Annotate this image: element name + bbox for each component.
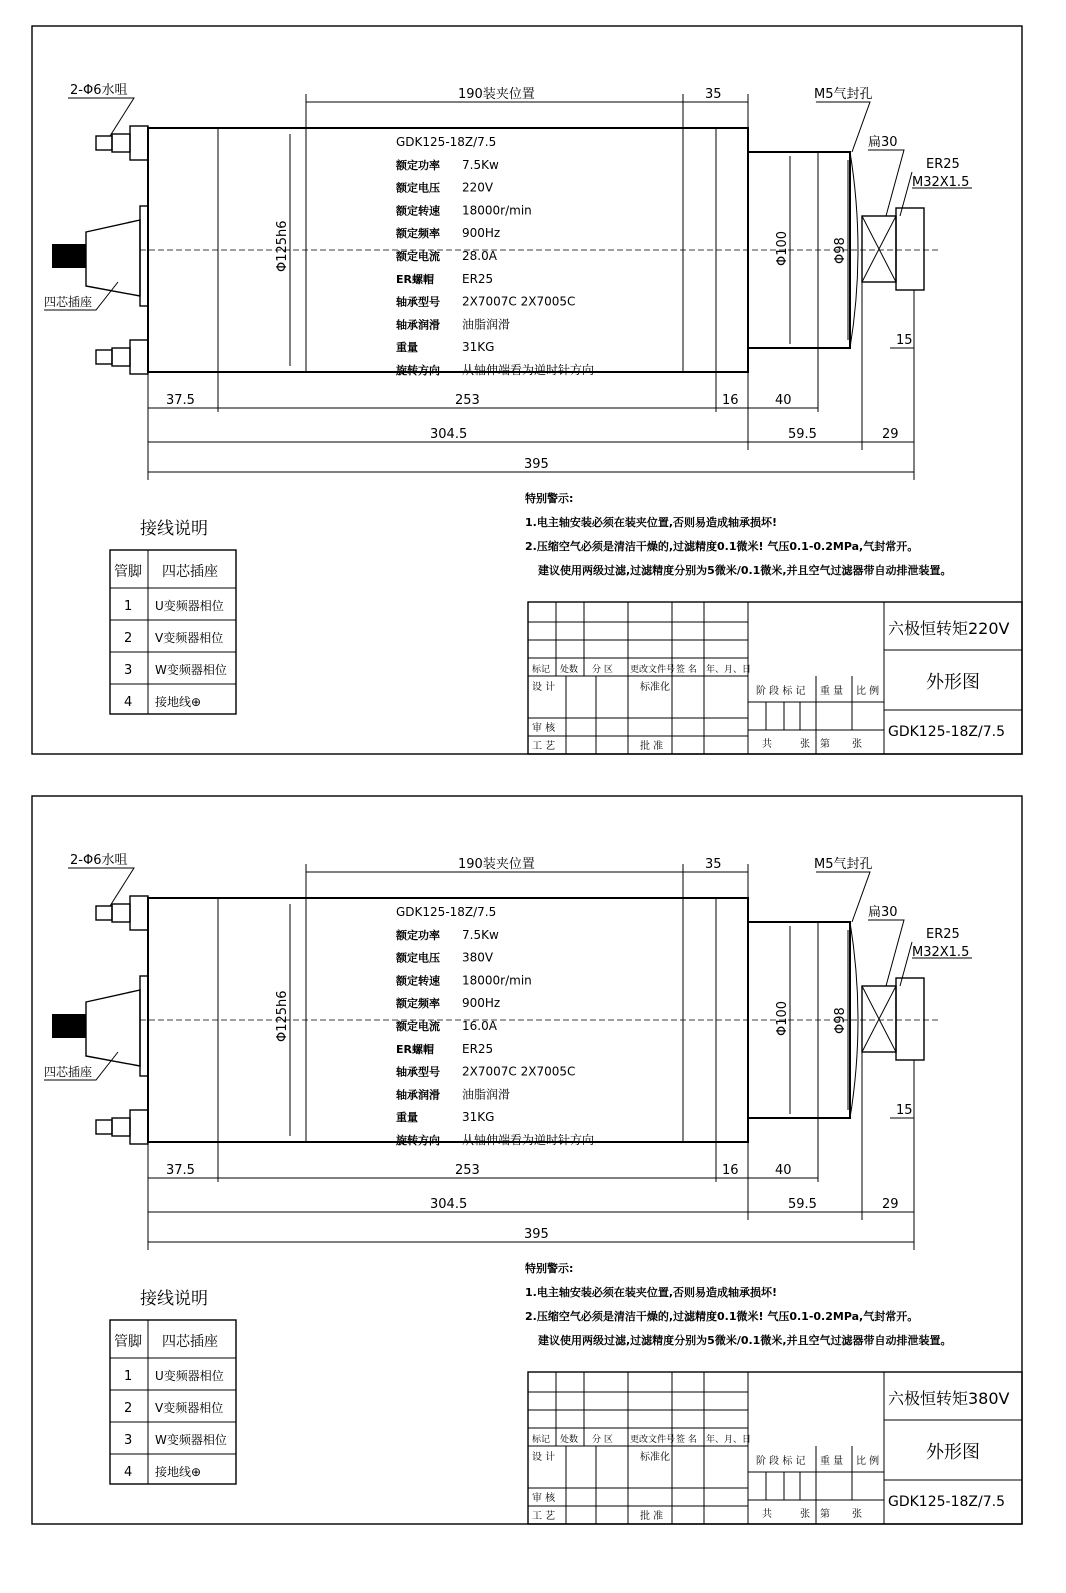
wiring-title: 接线说明: [140, 519, 208, 539]
dim-59-5: 59.5: [788, 427, 817, 442]
spec-value: 2X7007C 2X7005C: [462, 294, 576, 309]
dim-35: 35: [705, 87, 722, 102]
spec-label: 重量: [396, 341, 418, 355]
tb-page: 第: [820, 739, 830, 750]
spec-value: ER25: [462, 271, 494, 286]
spec-value: 380V: [462, 950, 494, 965]
er-label: ER25: [926, 927, 960, 942]
dim-37-5: 37.5: [166, 1163, 195, 1178]
tb-sheets: 张: [800, 1509, 810, 1520]
air-seal-label: M5气封孔: [814, 857, 873, 872]
spec-label: 旋转方向: [396, 364, 440, 377]
warning-1: 1.电主轴安装必须在装夹位置,否则易造成轴承损坏!: [525, 1286, 778, 1299]
spec-label: 轴承型号: [396, 1065, 440, 1079]
dim-16: 16: [722, 393, 739, 408]
cable-icon: [52, 1014, 86, 1038]
wiring-table: [110, 1289, 236, 1484]
spec-value: 2X7007C 2X7005C: [462, 1064, 576, 1079]
tb-row-label: 年、月、日: [706, 1435, 752, 1445]
tb-row-label: 年、月、日: [706, 665, 752, 675]
tb-drawing-name: 外形图: [926, 1442, 980, 1463]
spec-label: 旋转方向: [396, 1134, 440, 1147]
tb-total: 共: [762, 1509, 772, 1520]
tb-total: 共: [762, 739, 772, 750]
wiring-pin: 3: [124, 1433, 133, 1448]
warning-1: 1.电主轴安装必须在装夹位置,否则易造成轴承损坏!: [525, 516, 778, 529]
spec-label: 额定电压: [396, 951, 440, 965]
dia-125-label: Φ125h6: [275, 990, 290, 1042]
dia-98-label: Φ98: [833, 237, 848, 264]
spec-value: 900Hz: [462, 226, 501, 241]
spec-value: 28.0A: [462, 249, 497, 263]
wiring-header-socket: 四芯插座: [162, 564, 218, 580]
dim-304-5: 304.5: [430, 427, 468, 442]
clamp-position-label: 190装夹位置: [458, 857, 535, 872]
spec-value: 油脂润滑: [462, 1087, 511, 1102]
tb-row-label: 分 区: [592, 1435, 613, 1445]
dim-304-5: 304.5: [430, 1197, 468, 1212]
spec-label: 轴承润滑: [396, 1088, 440, 1102]
wiring-pin: 2: [124, 1401, 133, 1416]
spec-value: 18000r/min: [462, 973, 532, 988]
spec-label: 额定电流: [396, 1020, 440, 1033]
tb-sheet-page: 张: [852, 739, 862, 750]
drawing-sheet-220v: [0, 10, 1066, 780]
spec-block: [395, 905, 594, 1147]
wiring-pin: 1: [124, 599, 133, 614]
dia-100-label: Φ100: [775, 1000, 790, 1036]
dia-100-label: Φ100: [775, 230, 790, 266]
spec-value: 7.5Kw: [462, 927, 499, 942]
spec-value: 16.0A: [462, 1019, 497, 1033]
tb-approve: 批 准: [640, 741, 664, 752]
spec-label: 额定频率: [396, 997, 440, 1011]
spec-value: 油脂润滑: [462, 317, 511, 332]
warning-title: 特别警示:: [525, 492, 574, 505]
tb-design: 设 计: [532, 682, 556, 693]
tb-weight: 重 量: [820, 686, 844, 697]
spec-block: [395, 135, 594, 377]
spec-label: 额定功率: [396, 928, 440, 942]
spec-label: ER螺帽: [396, 272, 434, 286]
dim-253: 253: [455, 393, 480, 408]
tb-stage: 阶 段 标 记: [756, 686, 806, 697]
spec-label: 轴承型号: [396, 295, 440, 309]
spec-label: 额定电流: [396, 250, 440, 263]
water-nozzle-label: 2-Φ6水咀: [70, 83, 128, 98]
wiring-pin: 2: [124, 631, 133, 646]
wiring-header-socket: 四芯插座: [162, 1334, 218, 1350]
technical-drawing: [0, 780, 1066, 1540]
thread-label: M32X1.5: [912, 175, 970, 190]
spec-label: 重量: [396, 1111, 418, 1125]
tb-title: 六极恒转矩380V: [888, 1389, 1010, 1408]
tb-page: 第: [820, 1509, 830, 1520]
tb-row-label: 分 区: [592, 665, 613, 675]
cable-icon: [52, 244, 86, 268]
wiring-pin: 3: [124, 663, 133, 678]
wiring-header-pin: 管脚: [114, 564, 142, 580]
wiring-phase: 接地线⊕: [155, 695, 202, 709]
tb-approve: 批 准: [640, 1511, 664, 1522]
spec-model: GDK125-18Z/7.5: [396, 905, 497, 919]
dim-15: 15: [896, 1103, 913, 1118]
tb-model: GDK125-18Z/7.5: [888, 724, 1005, 740]
clamp-position-label: 190装夹位置: [458, 87, 535, 102]
tb-review: 审 核: [532, 723, 556, 734]
spec-label: 额定电压: [396, 181, 440, 195]
tb-stage: 阶 段 标 记: [756, 1456, 806, 1467]
spec-label: 额定频率: [396, 227, 440, 241]
tb-row-label: 签 名: [676, 665, 697, 675]
wiring-pin: 1: [124, 1369, 133, 1384]
flat-label: 扁30: [868, 905, 898, 920]
dim-395: 395: [524, 457, 549, 472]
wiring-phase: 接地线⊕: [155, 1465, 202, 1479]
tb-scale: 比 例: [856, 1456, 880, 1467]
spec-value: 31KG: [462, 340, 495, 355]
spec-label: 轴承润滑: [396, 318, 440, 332]
warnings: [525, 491, 952, 577]
dim-253: 253: [455, 1163, 480, 1178]
tb-row-label: 标记: [532, 665, 551, 675]
tb-row-label: 签 名: [676, 1435, 697, 1445]
spec-label: 额定转速: [396, 974, 440, 988]
tb-standard: 标准化: [640, 1452, 670, 1463]
wiring-phase: V变频器相位: [155, 1401, 224, 1415]
spec-value: 900Hz: [462, 996, 501, 1011]
wiring-header-pin: 管脚: [114, 1334, 142, 1350]
technical-drawing: [0, 10, 1066, 770]
title-block: [528, 1372, 1022, 1524]
spec-value: 从轴伸端看为逆时针方向: [462, 363, 595, 377]
tb-row-label: 更改文件号: [630, 1435, 676, 1445]
tb-standard: 标准化: [640, 682, 670, 693]
tb-row-label: 处数: [560, 665, 579, 675]
tb-sheet-page: 张: [852, 1509, 862, 1520]
tb-process: 工 艺: [532, 1511, 556, 1522]
dim-29: 29: [882, 427, 899, 442]
er-label: ER25: [926, 157, 960, 172]
tb-row-label: 处数: [560, 1435, 579, 1445]
warning-3: 建议使用两级过滤,过滤精度分别为5微米/0.1微米,并且空气过滤器带自动排泄装置。: [538, 564, 952, 577]
socket-label: 四芯插座: [44, 1065, 93, 1079]
dim-37-5: 37.5: [166, 393, 195, 408]
dia-98-label: Φ98: [833, 1007, 848, 1034]
wiring-pin: 4: [124, 695, 133, 710]
dim-40: 40: [775, 393, 792, 408]
wiring-phase: W变频器相位: [155, 663, 227, 677]
tb-row-label: 更改文件号: [630, 665, 676, 675]
tb-review: 审 核: [532, 1493, 556, 1504]
dia-125-label: Φ125h6: [275, 220, 290, 272]
spec-value: ER25: [462, 1041, 494, 1056]
spec-value: 7.5Kw: [462, 157, 499, 172]
dim-35: 35: [705, 857, 722, 872]
spec-value: 31KG: [462, 1110, 495, 1125]
dim-395: 395: [524, 1227, 549, 1242]
dim-40: 40: [775, 1163, 792, 1178]
labels: [44, 852, 969, 1242]
spec-value: 18000r/min: [462, 203, 532, 218]
warning-3: 建议使用两级过滤,过滤精度分别为5微米/0.1微米,并且空气过滤器带自动排泄装置。: [538, 1334, 952, 1347]
tb-row-label: 标记: [532, 1435, 551, 1445]
dim-16: 16: [722, 1163, 739, 1178]
water-nozzle-label: 2-Φ6水咀: [70, 853, 128, 868]
spec-label: 额定功率: [396, 158, 440, 172]
warning-2: 2.压缩空气必须是清洁干燥的,过滤精度0.1微米! 气压0.1-0.2MPa,气封常开。: [525, 1310, 919, 1323]
dim-15: 15: [896, 333, 913, 348]
air-seal-label: M5气封孔: [814, 87, 873, 102]
spec-model: GDK125-18Z/7.5: [396, 135, 497, 149]
spec-label: ER螺帽: [396, 1042, 434, 1056]
wiring-table: [110, 519, 236, 714]
tb-scale: 比 例: [856, 686, 880, 697]
socket-label: 四芯插座: [44, 295, 93, 309]
labels: [44, 82, 969, 472]
title-block: [528, 602, 1022, 754]
spec-value: 220V: [462, 180, 494, 195]
tb-model: GDK125-18Z/7.5: [888, 1494, 1005, 1510]
wiring-phase: V变频器相位: [155, 631, 224, 645]
thread-label: M32X1.5: [912, 945, 970, 960]
wiring-phase: W变频器相位: [155, 1433, 227, 1447]
tb-design: 设 计: [532, 1452, 556, 1463]
flat-label: 扁30: [868, 135, 898, 150]
warning-title: 特别警示:: [525, 1262, 574, 1275]
warning-2: 2.压缩空气必须是清洁干燥的,过滤精度0.1微米! 气压0.1-0.2MPa,气封常开。: [525, 540, 919, 553]
wiring-phase: U变频器相位: [155, 599, 224, 613]
tb-drawing-name: 外形图: [926, 672, 980, 693]
tb-sheets: 张: [800, 739, 810, 750]
drawing-sheet-380v: [0, 780, 1066, 1550]
spec-value: 从轴伸端看为逆时针方向: [462, 1133, 595, 1147]
dim-59-5: 59.5: [788, 1197, 817, 1212]
tb-title: 六极恒转矩220V: [888, 619, 1010, 638]
wiring-phase: U变频器相位: [155, 1369, 224, 1383]
warnings: [525, 1261, 952, 1347]
wiring-pin: 4: [124, 1465, 133, 1480]
wiring-title: 接线说明: [140, 1289, 208, 1309]
spec-label: 额定转速: [396, 204, 440, 218]
tb-weight: 重 量: [820, 1456, 844, 1467]
dim-29: 29: [882, 1197, 899, 1212]
tb-process: 工 艺: [532, 741, 556, 752]
